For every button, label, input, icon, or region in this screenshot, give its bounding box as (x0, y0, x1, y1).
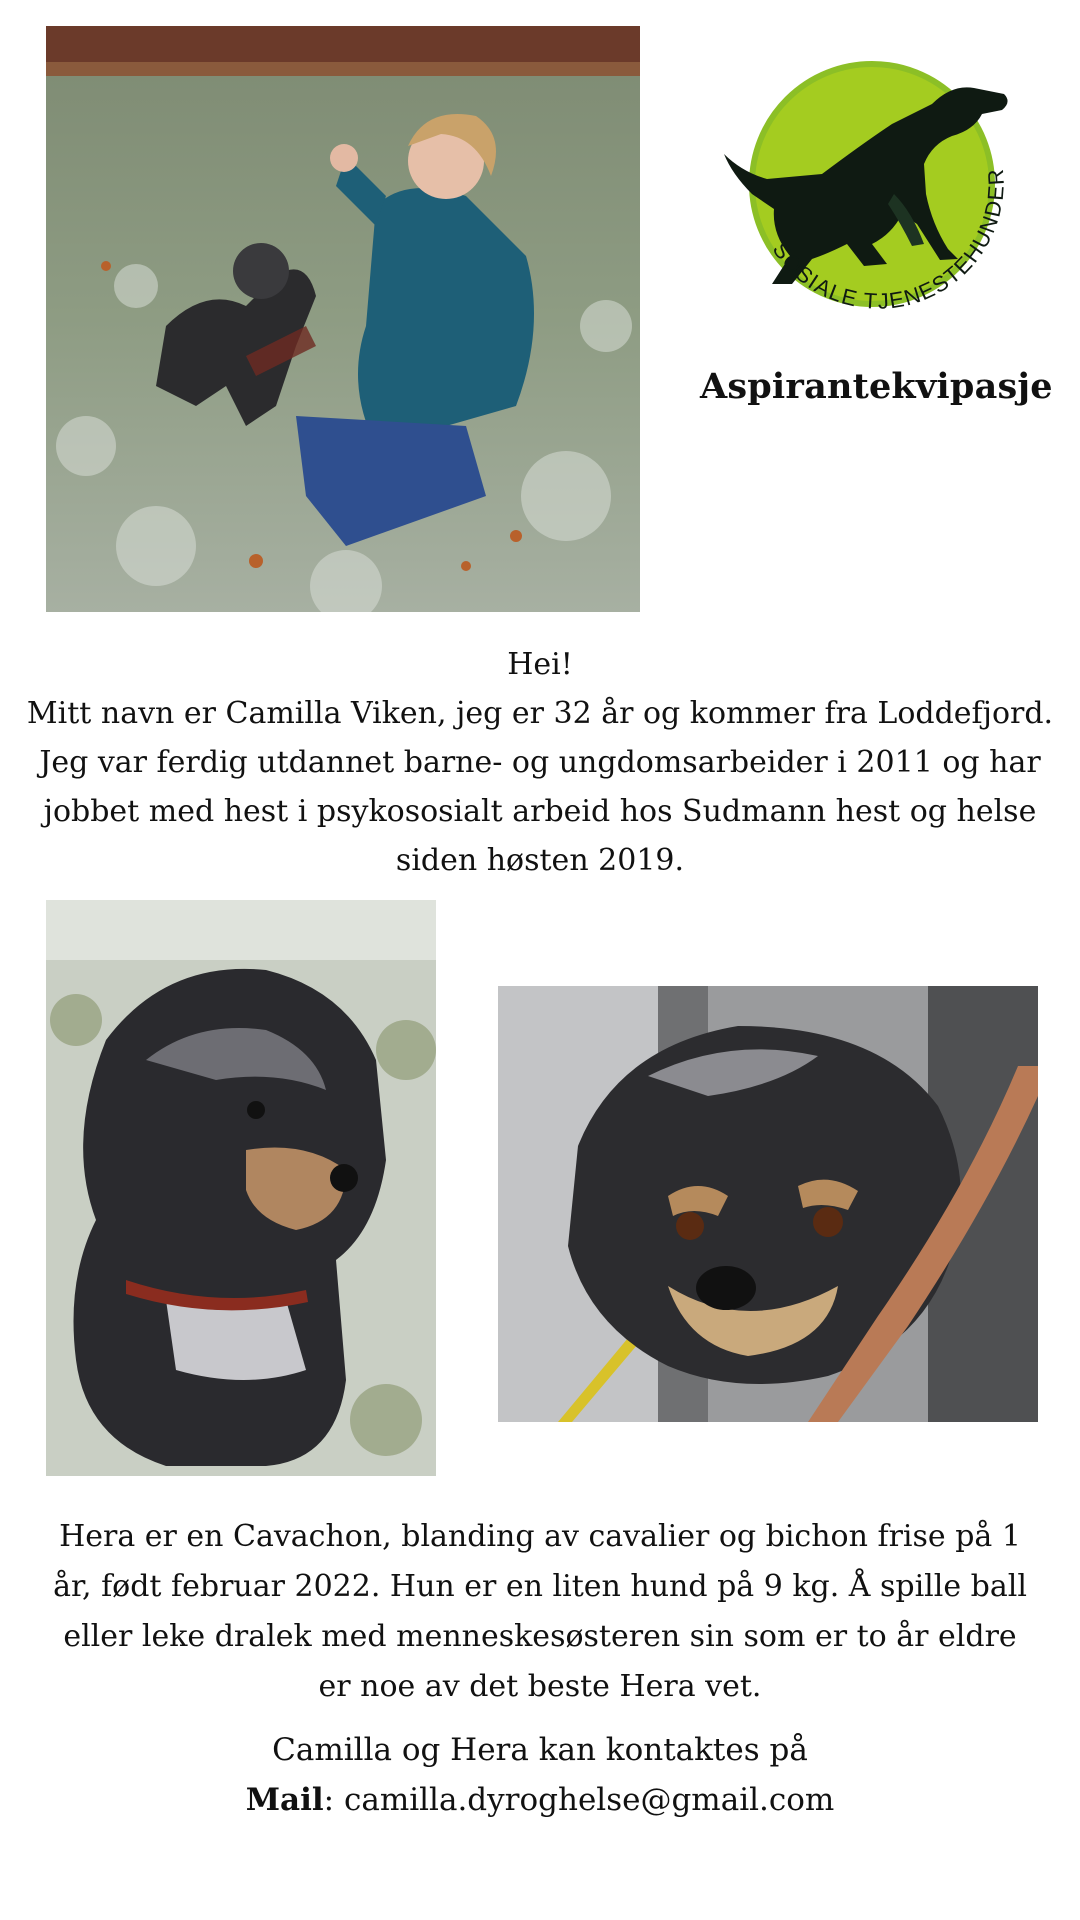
intro-line: jobbet med hest i psykososialt arbeid hos Sudmann hest og helse (43, 794, 1037, 829)
page-subtitle: Aspirantekvipasje (700, 366, 1053, 407)
intro-line: Mitt navn er Camilla Viken, jeg er 32 år og kommer fra Loddefjord. (26, 696, 1054, 731)
dog-info-line: er noe av det beste Hera vet. (318, 1669, 762, 1704)
contact-info (0, 1725, 1080, 1825)
logo-text: SOSIALE TJENESTEHUNDER (767, 167, 1009, 314)
dog-info-line: eller leke dralek med menneskesøsteren sin som er to år eldre (63, 1619, 1017, 1654)
contact-mail-line (0, 1775, 1080, 1825)
email-address[interactable]: camilla.dyroghelse@gmail.com (343, 1782, 835, 1818)
dog-info-text (30, 1512, 1050, 1712)
intro-line: Jeg var ferdig utdannet barne- og ungdomsarbeider i 2011 og har (39, 745, 1041, 780)
dog-info-line: år, født februar 2022. Hun er en liten hund på 9 kg. Å spille ball (53, 1569, 1027, 1604)
intro-line: Hei! (507, 647, 573, 682)
intro-line: siden høsten 2019. (395, 843, 685, 878)
mail-separator: : (323, 1782, 344, 1818)
mail-label: Mail (245, 1782, 324, 1818)
photo-dog-hera-outdoors (46, 900, 436, 1476)
contact-line: Camilla og Hera kan kontaktes på (272, 1732, 808, 1768)
photo-dog-hera-in-car (498, 986, 1038, 1422)
dog-info-line: Hera er en Cavachon, blanding av cavalier og bichon frise på 1 (59, 1519, 1021, 1554)
sosiale-tjenestehunder-logo (712, 44, 1032, 334)
photo-woman-with-dog (46, 26, 640, 612)
intro-text (0, 640, 1080, 885)
